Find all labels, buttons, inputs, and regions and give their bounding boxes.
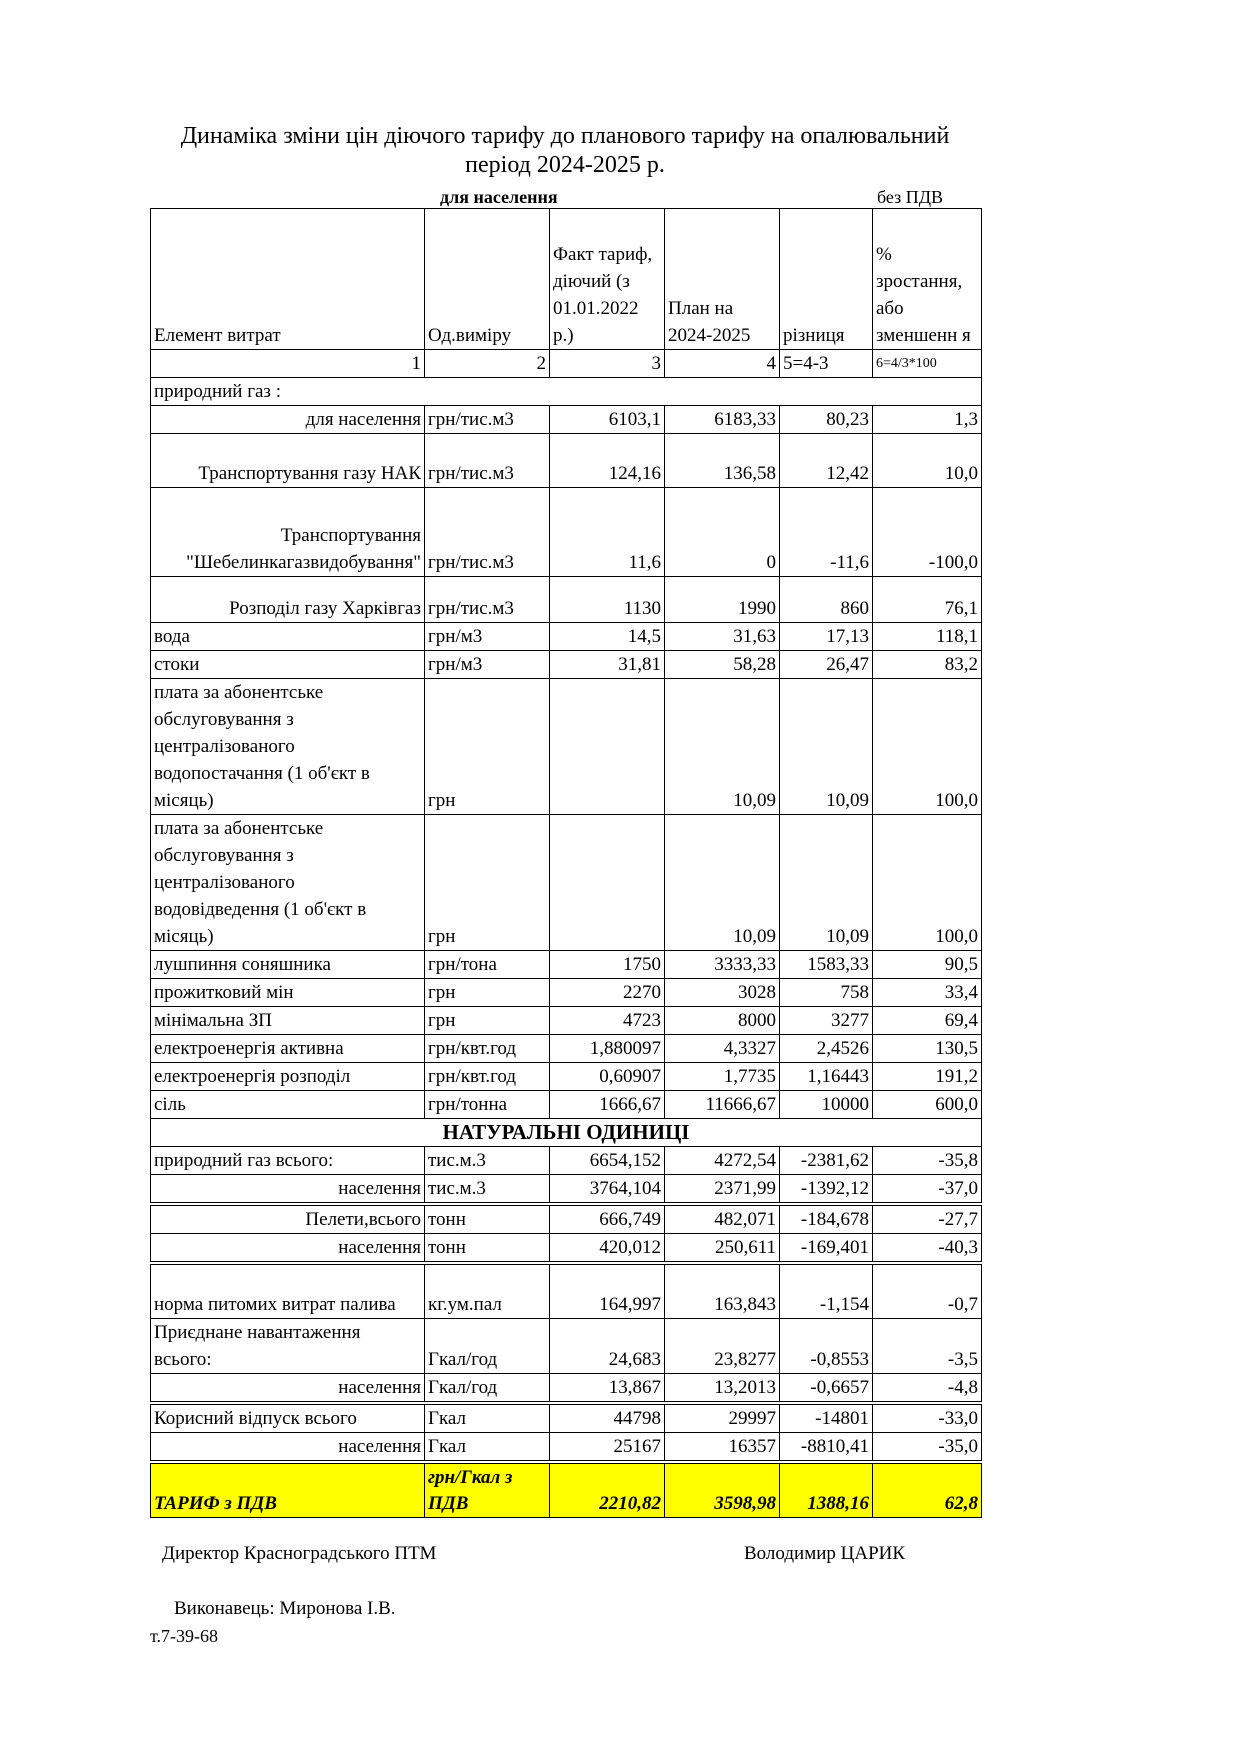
cell-plan: 58,28 bbox=[665, 651, 780, 679]
cell-element: природний газ всього: bbox=[151, 1147, 425, 1175]
cell-plan: 29997 bbox=[665, 1403, 780, 1433]
main-rows bbox=[151, 406, 982, 1119]
cell-unit: грн/м3 bbox=[425, 651, 550, 679]
cell-unit: кг.ум.пал bbox=[425, 1263, 550, 1319]
cell-diff: -11,6 bbox=[780, 488, 873, 577]
cell-diff: 10000 bbox=[780, 1091, 873, 1119]
executor: Виконавець: Миронова І.В. bbox=[174, 1598, 396, 1619]
cell-fact: 14,5 bbox=[550, 623, 665, 651]
cell-percent: -3,5 bbox=[873, 1319, 982, 1374]
cell-diff: 860 bbox=[780, 577, 873, 623]
cell-unit: грн/тис.м3 bbox=[425, 488, 550, 577]
cell-diff: -2381,62 bbox=[780, 1147, 873, 1175]
cell-fact: 3764,104 bbox=[550, 1175, 665, 1205]
cell-plan: 13,2013 bbox=[665, 1374, 780, 1404]
table-row bbox=[151, 651, 982, 679]
header-diff: різниця bbox=[780, 209, 873, 350]
cell-element: електроенергія розподіл bbox=[151, 1063, 425, 1091]
cell-percent: 100,0 bbox=[873, 815, 982, 951]
cell-plan: 23,8277 bbox=[665, 1319, 780, 1374]
cell-element: населення bbox=[151, 1374, 425, 1404]
cell-plan: 163,843 bbox=[665, 1263, 780, 1319]
cell-diff: 12,42 bbox=[780, 434, 873, 488]
cell-plan: 11666,67 bbox=[665, 1091, 780, 1119]
header-element: Елемент витрат bbox=[151, 209, 425, 350]
cell-unit: грн/тис.м3 bbox=[425, 406, 550, 434]
header-percent: % зростання, або зменшенн я bbox=[873, 209, 982, 350]
cell-fact: 24,683 bbox=[550, 1319, 665, 1374]
cell-percent: -33,0 bbox=[873, 1403, 982, 1433]
total-row bbox=[151, 1462, 982, 1518]
cell-element: стоки bbox=[151, 651, 425, 679]
total-plan: 3598,98 bbox=[665, 1462, 780, 1518]
colnum-5: 5=4-3 bbox=[780, 350, 873, 378]
cell-percent: -37,0 bbox=[873, 1175, 982, 1205]
table-row bbox=[151, 1403, 982, 1433]
colnum-6: 6=4/3*100 bbox=[873, 350, 982, 378]
cell-element: Транспортування газу НАК bbox=[151, 434, 425, 488]
cell-unit: грн/тона bbox=[425, 951, 550, 979]
cell-plan: 136,58 bbox=[665, 434, 780, 488]
title-line-1: Динаміка зміни цін діючого тарифу до планового тарифу на опалювальний bbox=[180, 123, 950, 149]
tariff-table bbox=[150, 208, 982, 1518]
cell-plan: 1,7735 bbox=[665, 1063, 780, 1091]
cell-diff: 26,47 bbox=[780, 651, 873, 679]
table-row bbox=[151, 1234, 982, 1264]
cell-diff: 1,16443 bbox=[780, 1063, 873, 1091]
cell-percent: 76,1 bbox=[873, 577, 982, 623]
cell-diff: 80,23 bbox=[780, 406, 873, 434]
table-row bbox=[151, 815, 982, 951]
cell-unit: тонн bbox=[425, 1234, 550, 1264]
cell-element: електроенергія активна bbox=[151, 1035, 425, 1063]
cell-fact: 13,867 bbox=[550, 1374, 665, 1404]
cell-element: Розподіл газу Харківгаз bbox=[151, 577, 425, 623]
cell-unit: грн bbox=[425, 815, 550, 951]
cell-diff: -1,154 bbox=[780, 1263, 873, 1319]
cell-diff: 2,4526 bbox=[780, 1035, 873, 1063]
cell-fact bbox=[550, 815, 665, 951]
cell-percent: 100,0 bbox=[873, 679, 982, 815]
cell-fact: 420,012 bbox=[550, 1234, 665, 1264]
section-natural: НАТУРАЛЬНІ ОДИНИЦІ bbox=[151, 1119, 982, 1147]
cell-percent: 191,2 bbox=[873, 1063, 982, 1091]
cell-plan: 250,611 bbox=[665, 1234, 780, 1264]
cell-unit: Гкал bbox=[425, 1433, 550, 1463]
cell-unit: Гкал bbox=[425, 1403, 550, 1433]
column-number-row bbox=[151, 350, 982, 378]
cell-diff: -1392,12 bbox=[780, 1175, 873, 1205]
cell-unit: тис.м.3 bbox=[425, 1175, 550, 1205]
total-percent: 62,8 bbox=[873, 1462, 982, 1518]
cell-diff: 1583,33 bbox=[780, 951, 873, 979]
cell-percent: 600,0 bbox=[873, 1091, 982, 1119]
director-name: Володимир ЦАРИК bbox=[744, 1543, 906, 1564]
cell-percent: -4,8 bbox=[873, 1374, 982, 1404]
cell-percent: 10,0 bbox=[873, 434, 982, 488]
cell-plan: 10,09 bbox=[665, 815, 780, 951]
cell-fact bbox=[550, 679, 665, 815]
cell-diff: -0,8553 bbox=[780, 1319, 873, 1374]
cell-fact: 1130 bbox=[550, 577, 665, 623]
table-row bbox=[151, 1091, 982, 1119]
cell-plan: 1990 bbox=[665, 577, 780, 623]
section-gas-row bbox=[151, 378, 982, 406]
cell-element: лушпиння соняшника bbox=[151, 951, 425, 979]
cell-unit: тонн bbox=[425, 1204, 550, 1234]
section-natural-row bbox=[151, 1119, 982, 1147]
cell-diff: 10,09 bbox=[780, 679, 873, 815]
header-plan: План на 2024-2025 bbox=[665, 209, 780, 350]
cell-element: населення bbox=[151, 1234, 425, 1264]
cell-plan: 6183,33 bbox=[665, 406, 780, 434]
colnum-3: 3 bbox=[550, 350, 665, 378]
cell-fact: 1666,67 bbox=[550, 1091, 665, 1119]
cell-diff: -8810,41 bbox=[780, 1433, 873, 1463]
cell-fact: 6654,152 bbox=[550, 1147, 665, 1175]
cell-unit: грн/тонна bbox=[425, 1091, 550, 1119]
document-title bbox=[150, 122, 980, 180]
colnum-1: 1 bbox=[151, 350, 425, 378]
table-row bbox=[151, 951, 982, 979]
cell-fact: 4723 bbox=[550, 1007, 665, 1035]
section-gas: природний газ : bbox=[151, 378, 982, 406]
total-diff: 1388,16 bbox=[780, 1462, 873, 1518]
cell-plan: 2371,99 bbox=[665, 1175, 780, 1205]
table-row bbox=[151, 1007, 982, 1035]
cell-element: вода bbox=[151, 623, 425, 651]
cell-unit: грн/тис.м3 bbox=[425, 577, 550, 623]
cell-unit: грн/квт.год bbox=[425, 1063, 550, 1091]
cell-fact: 666,749 bbox=[550, 1204, 665, 1234]
cell-fact: 44798 bbox=[550, 1403, 665, 1433]
total-unit: грн/Гкал з ПДВ bbox=[425, 1462, 550, 1518]
cell-diff: -184,678 bbox=[780, 1204, 873, 1234]
cell-percent: 33,4 bbox=[873, 979, 982, 1007]
cell-unit: тис.м.3 bbox=[425, 1147, 550, 1175]
cell-fact: 1750 bbox=[550, 951, 665, 979]
cell-fact: 1,880097 bbox=[550, 1035, 665, 1063]
cell-element: населення bbox=[151, 1433, 425, 1463]
cell-plan: 0 bbox=[665, 488, 780, 577]
cell-element: для населення bbox=[151, 406, 425, 434]
cell-percent: 69,4 bbox=[873, 1007, 982, 1035]
cell-diff: 3277 bbox=[780, 1007, 873, 1035]
total-element: ТАРИФ з ПДВ bbox=[151, 1462, 425, 1518]
table-row bbox=[151, 1374, 982, 1404]
cell-element: плата за абонентське обслуговування з централізованого водовідведення (1 об'єкт в місяць) bbox=[151, 815, 425, 951]
cell-diff: 17,13 bbox=[780, 623, 873, 651]
colnum-4: 4 bbox=[665, 350, 780, 378]
table-row bbox=[151, 1063, 982, 1091]
cell-percent: 1,3 bbox=[873, 406, 982, 434]
phone: т.7-39-68 bbox=[150, 1626, 219, 1646]
table-row bbox=[151, 1319, 982, 1374]
cell-fact: 31,81 bbox=[550, 651, 665, 679]
cell-percent: 130,5 bbox=[873, 1035, 982, 1063]
cell-fact: 11,6 bbox=[550, 488, 665, 577]
table-row bbox=[151, 979, 982, 1007]
cell-element: Пелети,всього bbox=[151, 1204, 425, 1234]
table-row bbox=[151, 1147, 982, 1175]
cell-diff: -14801 bbox=[780, 1403, 873, 1433]
cell-fact: 164,997 bbox=[550, 1263, 665, 1319]
cell-plan: 8000 bbox=[665, 1007, 780, 1035]
table-row bbox=[151, 679, 982, 815]
cell-element: плата за абонентське обслуговування з централізованого водопостачання (1 об'єкт в місяць) bbox=[151, 679, 425, 815]
table-row bbox=[151, 1433, 982, 1463]
cell-diff: 758 bbox=[780, 979, 873, 1007]
cell-percent: -35,8 bbox=[873, 1147, 982, 1175]
cell-fact: 0,60907 bbox=[550, 1063, 665, 1091]
header-unit: Од.виміру bbox=[425, 209, 550, 350]
table-row bbox=[151, 577, 982, 623]
cell-plan: 482,071 bbox=[665, 1204, 780, 1234]
total-fact: 2210,82 bbox=[550, 1462, 665, 1518]
cell-percent: -100,0 bbox=[873, 488, 982, 577]
cell-unit: грн/квт.год bbox=[425, 1035, 550, 1063]
cell-fact: 25167 bbox=[550, 1433, 665, 1463]
cell-plan: 16357 bbox=[665, 1433, 780, 1463]
table-row bbox=[151, 1263, 982, 1319]
director-title: Директор Красноградського ПТМ bbox=[162, 1543, 437, 1564]
audience-label: для населення bbox=[440, 187, 558, 207]
header-fact: Факт тариф, діючий (з 01.01.2022 р.) bbox=[550, 209, 665, 350]
cell-element: мінімальна ЗП bbox=[151, 1007, 425, 1035]
cell-diff: 10,09 bbox=[780, 815, 873, 951]
cell-unit: грн bbox=[425, 679, 550, 815]
table-row bbox=[151, 488, 982, 577]
cell-element: Корисний відпуск всього bbox=[151, 1403, 425, 1433]
cell-fact: 6103,1 bbox=[550, 406, 665, 434]
cell-percent: -35,0 bbox=[873, 1433, 982, 1463]
natural-rows bbox=[151, 1147, 982, 1463]
colnum-2: 2 bbox=[425, 350, 550, 378]
cell-element: Приєднане навантаження всього: bbox=[151, 1319, 425, 1374]
cell-percent: -27,7 bbox=[873, 1204, 982, 1234]
cell-percent: 118,1 bbox=[873, 623, 982, 651]
cell-plan: 10,09 bbox=[665, 679, 780, 815]
cell-fact: 124,16 bbox=[550, 434, 665, 488]
cell-plan: 31,63 bbox=[665, 623, 780, 651]
table-row bbox=[151, 1175, 982, 1205]
cell-plan: 3028 bbox=[665, 979, 780, 1007]
cell-diff: -169,401 bbox=[780, 1234, 873, 1264]
cell-plan: 3333,33 bbox=[665, 951, 780, 979]
cell-percent: 83,2 bbox=[873, 651, 982, 679]
cell-unit: Гкал/год bbox=[425, 1319, 550, 1374]
table-row bbox=[151, 1204, 982, 1234]
cell-element: населення bbox=[151, 1175, 425, 1205]
cell-element: прожитковий мін bbox=[151, 979, 425, 1007]
cell-fact: 2270 bbox=[550, 979, 665, 1007]
cell-plan: 4272,54 bbox=[665, 1147, 780, 1175]
table-row bbox=[151, 1035, 982, 1063]
cell-element: Транспортування "Шебелинкагазвидобування" bbox=[151, 488, 425, 577]
cell-percent: 90,5 bbox=[873, 951, 982, 979]
table-row bbox=[151, 434, 982, 488]
cell-percent: -0,7 bbox=[873, 1263, 982, 1319]
cell-unit: Гкал/год bbox=[425, 1374, 550, 1404]
vat-note: без ПДВ bbox=[877, 187, 944, 207]
cell-unit: грн/м3 bbox=[425, 623, 550, 651]
cell-element: сіль bbox=[151, 1091, 425, 1119]
header-row bbox=[151, 209, 982, 350]
cell-element: норма питомих витрат палива bbox=[151, 1263, 425, 1319]
table-row bbox=[151, 623, 982, 651]
table-row bbox=[151, 406, 982, 434]
cell-plan: 4,3327 bbox=[665, 1035, 780, 1063]
cell-unit: грн bbox=[425, 1007, 550, 1035]
cell-unit: грн bbox=[425, 979, 550, 1007]
cell-diff: -0,6657 bbox=[780, 1374, 873, 1404]
cell-unit: грн/тис.м3 bbox=[425, 434, 550, 488]
cell-percent: -40,3 bbox=[873, 1234, 982, 1264]
title-line-2: період 2024-2025 р. bbox=[465, 152, 665, 178]
